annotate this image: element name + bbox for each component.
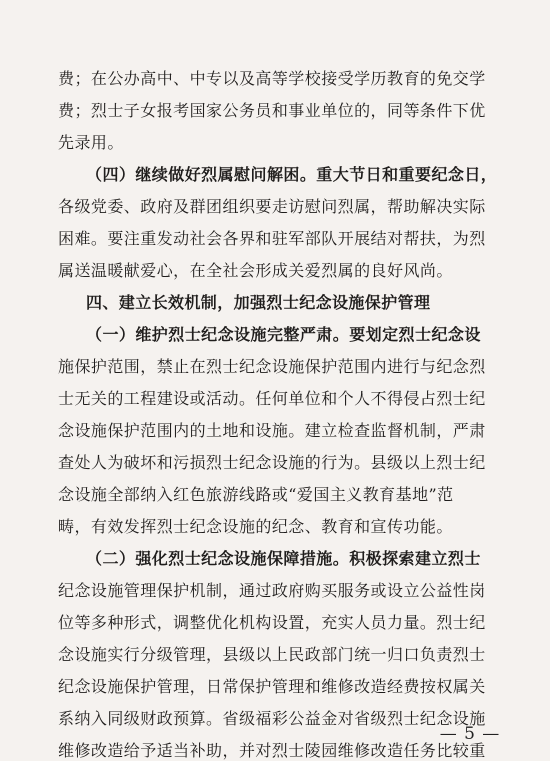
- subsection-one-line: （一）维护烈士纪念设施完整严肃。要划定烈士纪念设: [86, 325, 481, 344]
- paragraph-line: 士无关的工程建设或活动。任何单位和个人不得侵占烈士纪: [58, 389, 486, 408]
- paragraph-line: 畴，有效发挥烈士纪念设施的纪念、教育和宣传功能。: [58, 517, 453, 536]
- paragraph-line: 属送温暖献爱心，在全社会形成关爱烈属的良好风尚。: [58, 261, 453, 280]
- paragraph-line: 位等多种形式，调整优化机构设置，充实人员力量。烈士纪: [58, 613, 486, 632]
- section-four-subheading-line: （四）继续做好烈属慰问解困。重大节日和重要纪念日，: [86, 165, 498, 184]
- paragraph-line: 费；在公办高中、中专以及高等学校接受学历教育的免交学: [58, 69, 486, 88]
- paragraph-line: 念设施全部纳入红色旅游线路或“爱国主义教育基地”范: [58, 485, 454, 504]
- page-number: — 5 —: [439, 724, 501, 744]
- paragraph-line: 施保护范围，禁止在烈士纪念设施保护范围内进行与纪念烈: [58, 357, 486, 376]
- paragraph-line: 费；烈士子女报考国家公务员和事业单位的，同等条件下优: [58, 101, 486, 120]
- paragraph-line: 维修改造给予适当补助，并对烈士陵园维修改造任务比较重: [58, 741, 486, 760]
- paragraph-line: 困难。要注重发动社会各界和驻军部队开展结对帮扶，为烈: [58, 229, 486, 248]
- paragraph-line: 纪念设施管理保护机制，通过政府购买服务或设立公益性岗: [58, 581, 486, 600]
- subsection-two-line: （二）强化烈士纪念设施保障措施。积极探索建立烈士: [86, 549, 481, 568]
- paragraph-line: 念设施保护范围内的土地和设施。建立检查监督机制，严肃: [58, 421, 486, 440]
- paragraph-line: 先录用。: [58, 133, 124, 152]
- section-heading: 四、建立长效机制，加强烈士纪念设施保护管理: [86, 293, 431, 312]
- paragraph-line: 系纳入同级财政预算。省级福彩公益金对省级烈士纪念设施: [58, 709, 486, 728]
- paragraph-line: 念设施实行分级管理，县级以上民政部门统一归口负责烈士: [58, 645, 486, 664]
- paragraph-line: 查处人为破坏和污损烈士纪念设施的行为。县级以上烈士纪: [58, 453, 486, 472]
- paragraph-line: 纪念设施保护管理，日常保护管理和维修改造经费按权属关: [58, 677, 486, 696]
- paragraph-line: 各级党委、政府及群团组织要走访慰问烈属，帮助解决实际: [58, 197, 486, 216]
